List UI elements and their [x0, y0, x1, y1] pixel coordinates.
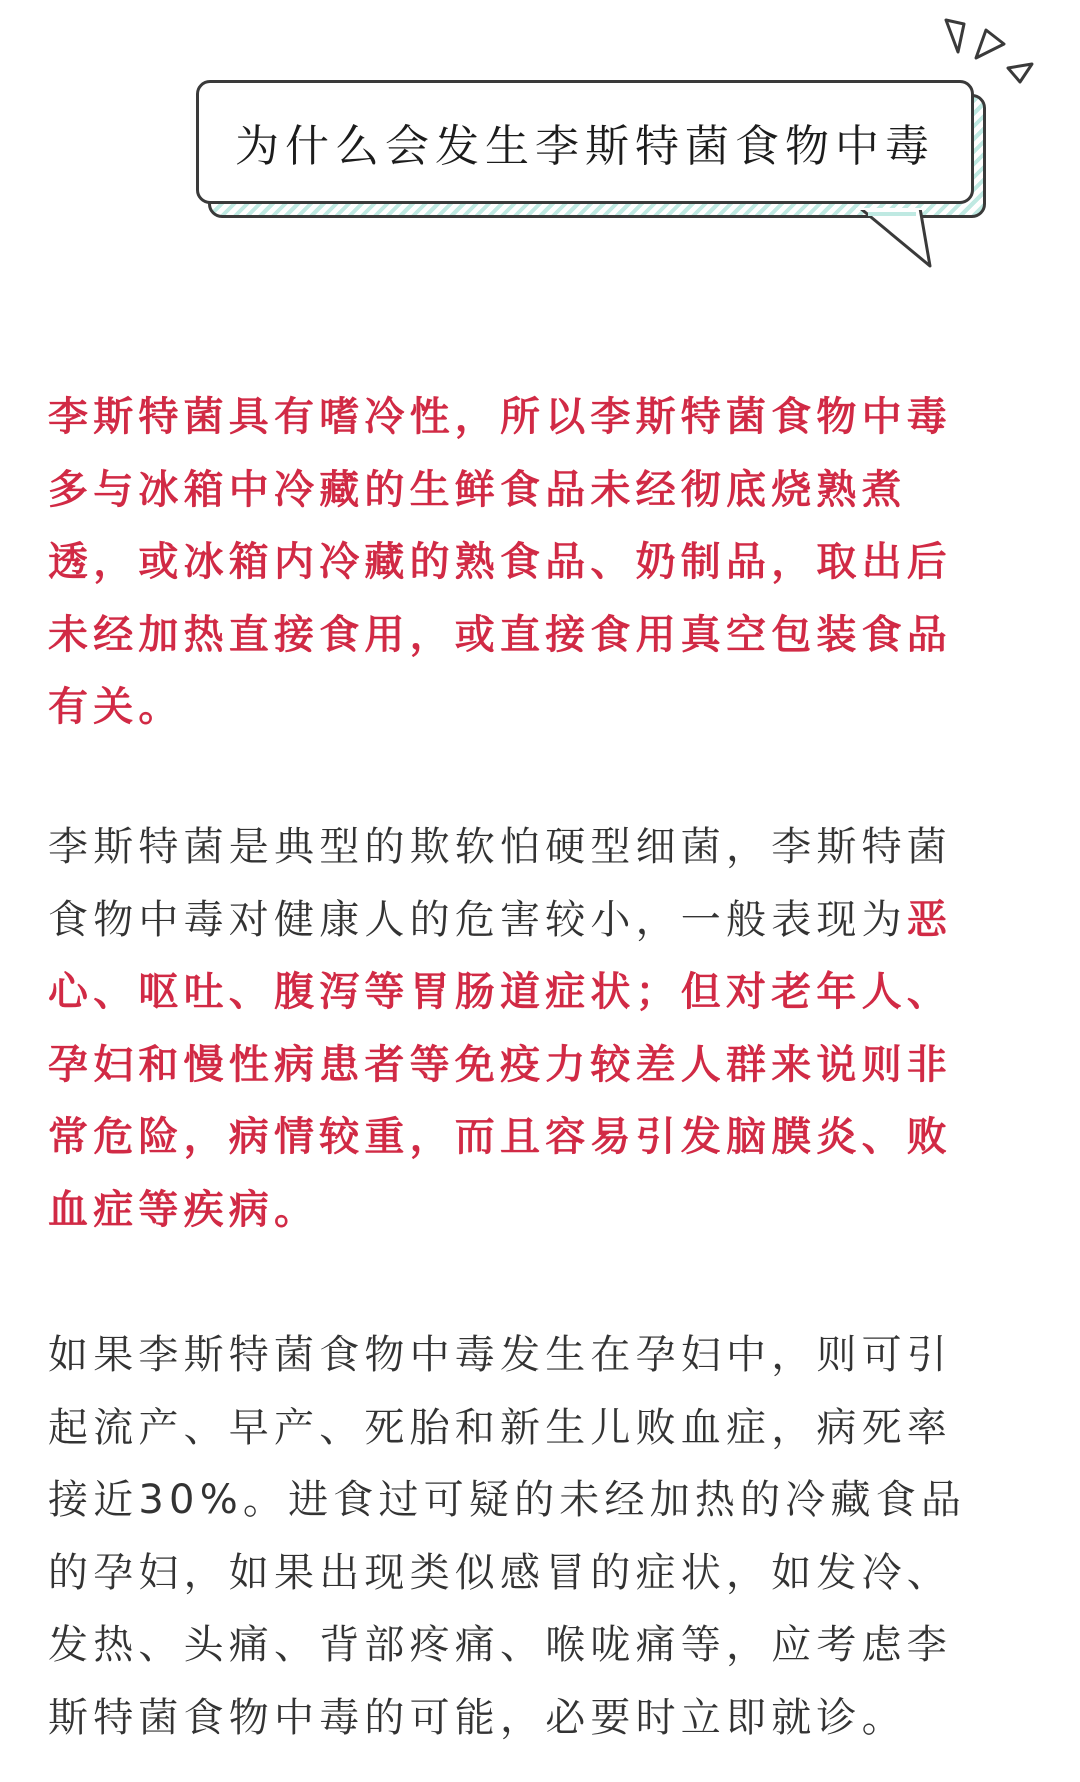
section-title: 为什么会发生李斯特菌食物中毒 [235, 121, 935, 172]
text-line-highlight: 心、呕吐、腹泻等胃肠道症状；但对老年人、 [48, 969, 952, 1015]
text-line: 未经加热直接食用，或直接食用真空包装食品 [48, 611, 952, 658]
text-line-highlight: 常危险，病情较重，而且容易引发脑膜炎、败 [48, 1114, 952, 1160]
text-line: 多与冰箱中冷藏的生鲜食品未经彻底烧熟煮 [48, 466, 907, 513]
bubble-box [196, 80, 974, 204]
text-line: 李斯特菌是典型的欺软怕硬型细菌，李斯特菌 [48, 824, 952, 870]
text-line: 如果李斯特菌食物中毒发生在孕妇中，则可引 [48, 1332, 952, 1378]
text-line: 斯特菌食物中毒的可能，必要时立即就诊。 [48, 1694, 907, 1741]
heading-speech-bubble [196, 80, 986, 270]
text-line-highlight: 血症等疾病。 [48, 1186, 320, 1233]
sparkle-decoration-icon [938, 18, 1048, 88]
text-line: 透，或冰箱内冷藏的熟食品、奶制品，取出后 [48, 539, 952, 585]
text-line: 发热、头痛、背部疼痛、喉咙痛等，应考虑李 [48, 1622, 952, 1668]
bubble-tail-icon [856, 208, 936, 270]
text-line: 李斯特菌具有嗜冷性，所以李斯特菌食物中毒 [48, 394, 952, 440]
text-line: 有关。 [48, 684, 184, 730]
paragraph-cold-tolerance [48, 381, 1038, 744]
text-line-highlight: 孕妇和慢性病患者等免疫力较差人群来说则非 [48, 1041, 952, 1088]
paragraph-symptoms [48, 811, 1038, 1246]
text-line [48, 884, 1038, 957]
text-line: 接近30%。进食过可疑的未经加热的冷藏食品 [48, 1477, 967, 1523]
text-highlight: 恶 [906, 896, 953, 943]
text-normal: 食物中毒对健康人的危害较小，一般表现为 [48, 896, 907, 943]
paragraph-pregnancy [48, 1319, 1038, 1754]
text-line: 的孕妇，如果出现类似感冒的症状，如发冷、 [48, 1549, 952, 1596]
text-line: 起流产、早产、死胎和新生儿败血症，病死率 [48, 1404, 952, 1451]
